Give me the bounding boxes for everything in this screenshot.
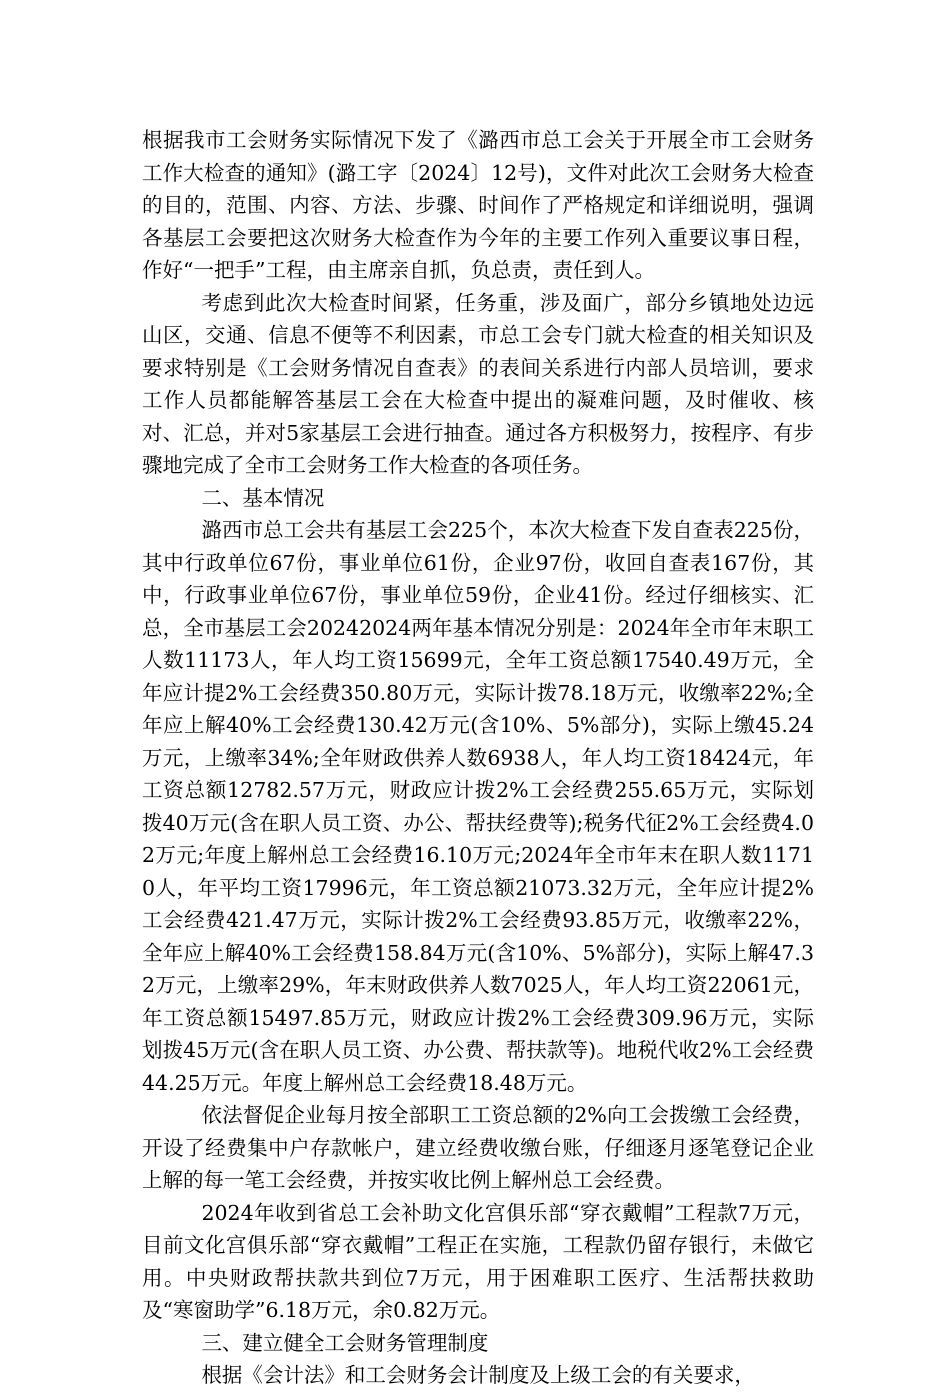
section-heading-basic-situation: 二、基本情况 — [201, 485, 325, 510]
paragraph-basic-statistics: 潞西市总工会共有基层工会225个，本次大检查下发自查表225份，其中行政单位67份，事业单位61份，企业97份，收回自查表167份，其中，行政事业单位67份，事业单位59份，企业41份。经过仔细核实、汇总，全市基层工会20242024两年基本情况分别是：2024年全市年末职工人数11173人，年人均工资15699元，全年工资总额17540.49万元，全年应计提2%工会经费350.80万元，实际计拨78.18万元，收缴率22%;全年应上解40%工会经费130.42万元(含10%、5%部分)，实际上缴45.24万元，上缴率34%;全年财政供养人数6938人，年人均工资18424元，年工资总额12782.57万元，财政应计拨2%工会经费255.65万元，实际划拨40万元(含在职人员工资、办公、帮扶经费等);税务代征2%工会经费4.02万元;年度上解州总工会经费16.10万元;2024年全市年末在职人数11710人，年平均工资17996元，年工资总额21073.32万元，全年应计提2%工会经费421.47万元，实际计拨2%工会经费93.85万元，收缴率22%，全年应上解40%工会经费158.84万元(含10%、5%部分)，实际上解47.32万元，上缴率29%，年末财政供养人数7025人，年人均工资22061元，年工资总额15497.85万元，财政应计拨2%工会经费309.96万元，实际划拨45万元(含在职人员工资、办公费、帮扶款等)。地税代收2%工会经费44.25万元。年度上解州总工会经费18.48万元。 — [142, 518, 814, 1095]
document-body — [142, 124, 814, 1392]
paragraph-inspection-organization: 考虑到此次大检查时间紧，任务重，涉及面广，部分乡镇地处边远山区，交通、信息不便等不利因素，市总工会专门就大检查的相关知识及要求特别是《工会财务情况自查表》的表间关系进行内部人员培训，要求工作人员都能解答基层工会在大检查中提出的凝难问题，及时催收、核对、汇总，并对5家基层工会进行抽查。通过各方积极努力，按程序、有步骤地完成了全市工会财务工作大检查的各项任务。 — [142, 290, 814, 477]
section-heading-management-system: 三、建立健全工会财务管理制度 — [201, 1330, 489, 1355]
paragraph-accounting-law: 根据《会计法》和工会财务会计制度及上级工会的有关要求， — [201, 1363, 755, 1387]
paragraph-notice-issued: 根据我市工会财务实际情况下发了《潞西市总工会关于开展全市工会财务工作大检查的通知》(潞工字〔2024〕12号)，文件对此次工会财务大检查的目的，范围、内容、方法、步骤、时间作了严格规定和详细说明，强调各基层工会要把这次财务大检查作为今年的主要工作列入重要议事日程，作好“一把手”工程，由主席亲自抓，负总责，责任到人。 — [142, 128, 814, 282]
paragraph-subsidy-funds: 2024年收到省总工会补助文化宫俱乐部“穿衣戴帽”工程款7万元，目前文化宫俱乐部“穿衣戴帽”工程正在实施，工程款仍留存银行，未做它用。中央财政帮扶款共到位7万元，用于困难职工医疗、生活帮扶救助及“寒窗助学”6.18万元，余0.82万元。 — [142, 1200, 814, 1322]
paragraph-fee-collection: 依法督促企业每月按全部职工工资总额的2%向工会拨缴工会经费，开设了经费集中户存款帐户，建立经费收缴台账，仔细逐月逐笔登记企业上解的每一笔工会经费，并按实收比例上解州总工会经费。 — [142, 1103, 814, 1192]
